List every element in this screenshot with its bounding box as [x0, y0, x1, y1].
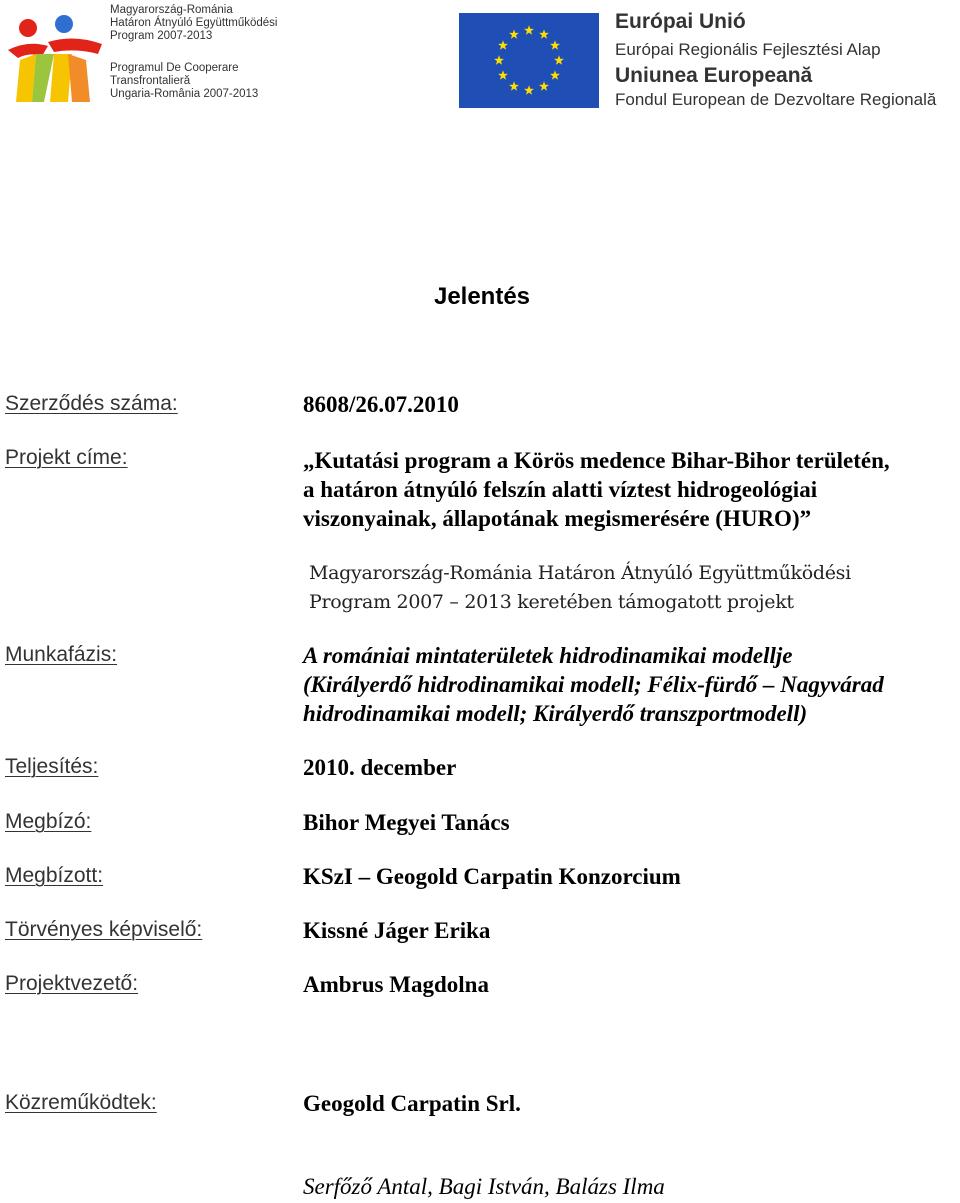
huro-figures-icon	[2, 10, 106, 106]
project-title-line: a határon átnyúló felszín alatti víztest hidrogeológiai	[303, 477, 818, 502]
work-phase-line: hidrodinamikai modell; Királyerdő transzportmodell)	[303, 701, 808, 726]
huro-hu-text	[110, 4, 277, 43]
huro-ro-line: Ungaria-România 2007-2013	[110, 88, 259, 100]
eu-fund-hu: Európai Regionális Fejlesztési Alap	[615, 40, 881, 59]
eu-title-ro: Uniunea Europeană	[615, 64, 813, 87]
huro-program-logo	[2, 4, 302, 112]
contractor-value: KSzI – Geogold Carpatin Konzorcium	[303, 864, 681, 889]
eu-title-hu: Európai Unió	[615, 10, 746, 33]
project-lead-value: Ambrus Magdolna	[303, 972, 489, 997]
legal-representative-label: Törvényes képviselő:	[5, 918, 203, 941]
client-value: Bihor Megyei Tanács	[303, 810, 510, 835]
program-note	[309, 559, 851, 617]
legal-representative-value: Kissné Jáger Erika	[303, 918, 491, 943]
document-title: Jelentés	[433, 283, 531, 310]
work-phase-value	[303, 641, 884, 728]
contractor-label: Megbízott:	[5, 864, 104, 887]
project-lead-label: Projektvezető:	[5, 972, 139, 995]
contract-number-label: Szerződés száma:	[5, 392, 178, 415]
work-phase-label: Munkafázis:	[5, 643, 118, 666]
contributors-people: Serfőző Antal, Bagi István, Balázs Ilma	[303, 1174, 665, 1199]
huro-ro-text	[110, 62, 258, 101]
program-note-line: Magyarország-Románia Határon Átnyúló Együttműködési	[309, 562, 851, 584]
completion-value: 2010. december	[303, 755, 457, 780]
completion-label: Teljesítés:	[5, 755, 99, 778]
work-phase-line: (Királyerdő hidrodinamikai modell; Félix-fürdő – Nagyvárad	[303, 672, 884, 697]
huro-hu-line: Határon Átnyúló Együttműködési	[110, 17, 278, 29]
project-title-line: „Kutatási program a Körös medence Bihar-Bihor területén,	[303, 448, 890, 473]
project-title-line: viszonyainak, állapotának megismerésére (HURO)”	[303, 506, 812, 531]
huro-hu-line: Program 2007-2013	[110, 30, 213, 42]
contributors-label: Közreműködtek:	[5, 1091, 157, 1114]
work-phase-line: A romániai mintaterületek hidrodinamikai modellje	[303, 643, 793, 668]
huro-ro-line: Programul De Cooperare	[110, 62, 239, 74]
program-note-line: Program 2007 – 2013 keretében támogatott projekt	[309, 591, 794, 613]
huro-ro-line: Transfrontalieră	[110, 75, 191, 87]
project-title-value	[303, 446, 890, 533]
eu-fund-ro: Fondul European de Dezvoltare Regională	[615, 90, 937, 109]
contributors-org: Geogold Carpatin Srl.	[303, 1091, 521, 1116]
client-label: Megbízó:	[5, 810, 92, 833]
contract-number-value: 8608/26.07.2010	[303, 392, 459, 417]
huro-hu-line: Magyarország-Románia	[110, 4, 233, 16]
eu-flag-icon	[459, 13, 599, 108]
project-title-label: Projekt címe:	[5, 446, 128, 469]
